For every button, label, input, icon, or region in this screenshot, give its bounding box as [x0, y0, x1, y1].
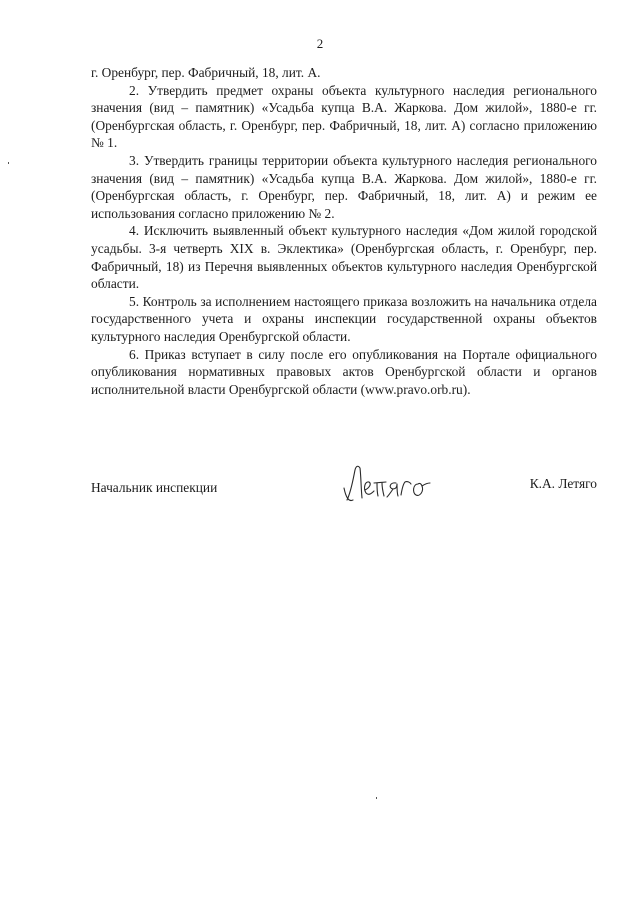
paragraph-item-6: 6. Приказ вступает в силу после его опубликования на Портале официального опубликования нормативных правовых актов Оренбургской области и органов исполнительной власти Оренбургской области (www.pravo.orb.ru). — [91, 346, 597, 397]
paragraph-item-5: 5. Контроль за исполнением настоящего приказа возложить на начальника отдела государственного учета и охраны инспекции государственной охраны объектов культурного наследия Оренбургской области. — [91, 293, 597, 344]
paragraph-item-3: 3. Утвердить границы территории объекта культурного наследия регионального значения (вид – памятник) «Усадьба купца В.А. Жаркова. Дом жилой», 1880-е гг. (Оренбургская область, г. Оренбург, пер. Фабричный, 18, лит. А) и режим ее использования согласно приложению № 2. — [91, 152, 597, 221]
page-number: 2 — [316, 36, 324, 51]
signatory-position: Начальник инспекции — [91, 480, 218, 495]
paragraph-continuation: г. Оренбург, пер. Фабричный, 18, лит. А. — [91, 65, 321, 80]
signatory-name: К.А. Летяго — [529, 476, 597, 491]
paragraph-item-4: 4. Исключить выявленный объект культурного наследия «Дом жилой городской усадьбы. 3-я четверть XIX в. Эклектика» (Оренбургская область, г. Оренбург, пер. Фабричный, 18) из Перечня выявленных объектов культурного наследия Оренбургской области. — [91, 223, 597, 292]
paragraph-item-2: 2. Утвердить предмет охраны объекта культурного наследия регионального значения (вид – памятник) «Усадьба купца В.А. Жаркова. Дом жилой», 1880-е гг. (Оренбургская область, г. Оренбург, пер. Фабричный, 18, лит. А) согласно приложению № 1. — [91, 82, 597, 151]
signature-block — [91, 462, 597, 506]
handwritten-signature — [341, 462, 431, 506]
scan-speck — [8, 162, 9, 164]
scan-speck — [376, 797, 377, 799]
document-body — [91, 64, 597, 398]
